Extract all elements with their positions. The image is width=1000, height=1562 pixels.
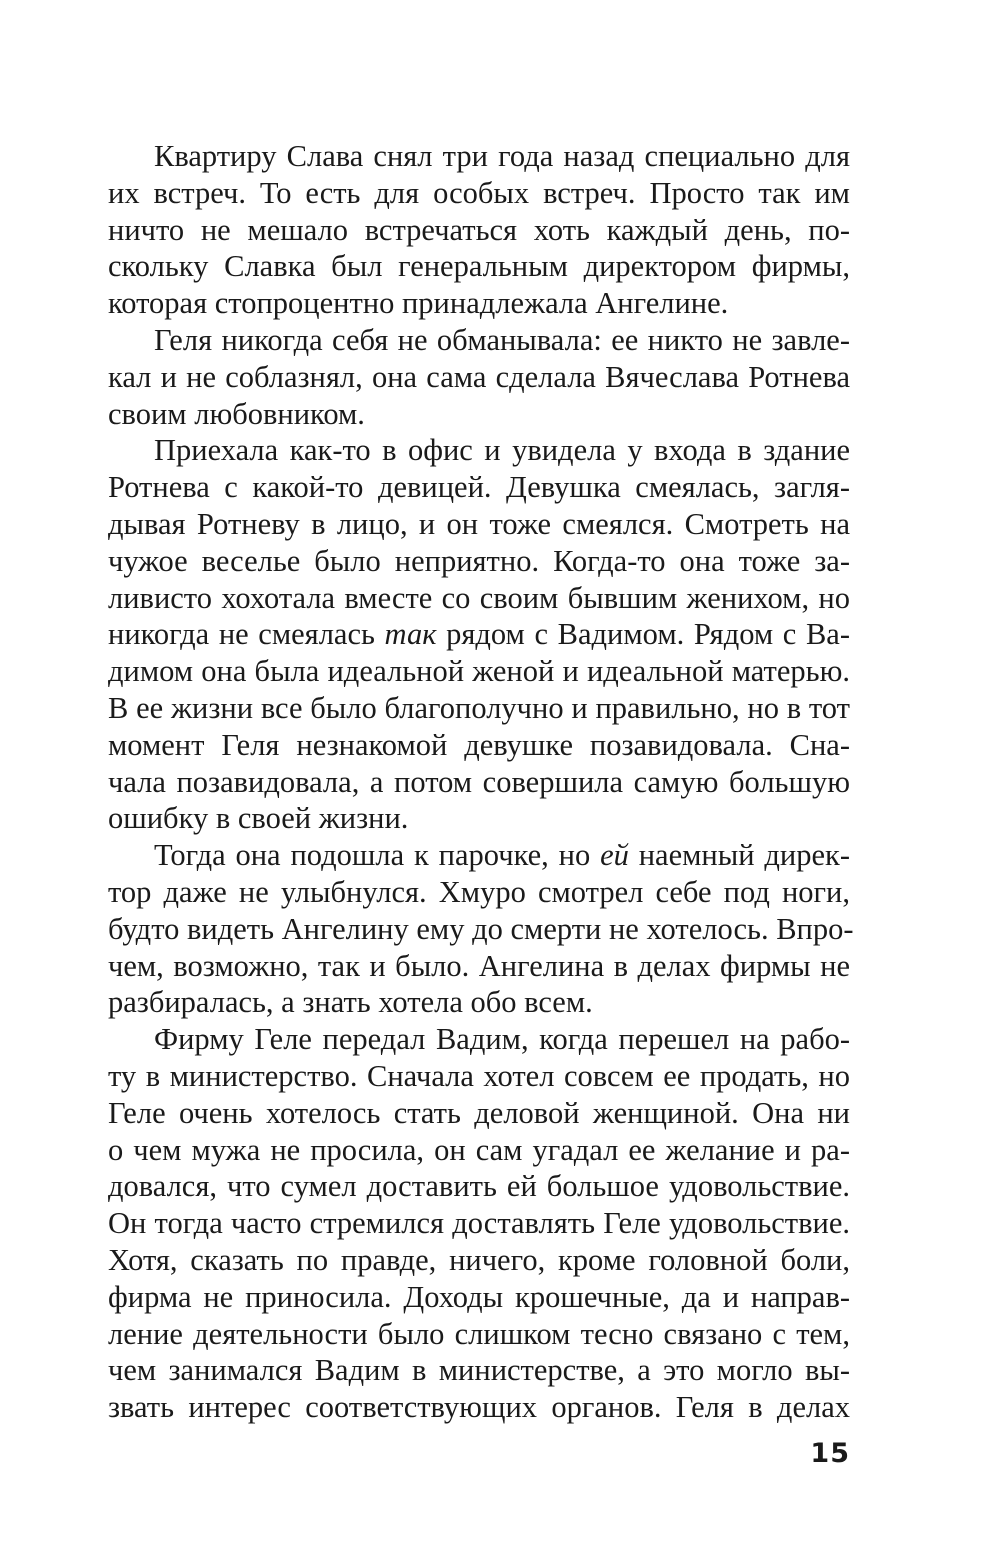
text-line (108, 212, 850, 249)
text-segment: никогда не смеялась (108, 617, 385, 652)
text-segment: Квартиру Слава снял три года назад специально для (154, 139, 850, 173)
text-segment: своим любовником. (108, 396, 365, 431)
text-segment: Ротнева с какой-то девицей. Девушка смеялась, загля- (108, 470, 850, 505)
text-line (108, 1058, 850, 1095)
text-line (108, 1168, 850, 1205)
text-segment: рядом с Вадимом. Рядом с Ва- (436, 617, 850, 652)
text-line (108, 800, 850, 837)
text-line (108, 948, 850, 985)
text-line (108, 1389, 850, 1426)
text-line (108, 1132, 850, 1169)
text-line (108, 543, 850, 580)
text-segment: звать интерес соответствующих органов. Геля в делах (108, 1390, 850, 1425)
text-segment: Тогда она подошла к парочке, но (154, 838, 601, 873)
text-line (108, 764, 850, 801)
text-line (108, 727, 850, 764)
text-line (108, 175, 850, 212)
text-line (108, 1316, 850, 1353)
text-segment: чем занимался Вадим в министерстве, а это могло вы- (108, 1353, 850, 1388)
emphasized-text: так (384, 617, 437, 652)
text-segment: Фирму Геле передал Вадим, когда перешел на рабо- (154, 1022, 850, 1057)
text-line (108, 984, 850, 1021)
text-line (108, 138, 850, 175)
text-line (108, 285, 850, 322)
text-line (108, 506, 850, 543)
text-segment: ту в министерство. Сначала хотел совсем ее продать, но (108, 1058, 850, 1093)
text-segment: дывая Ротневу в лицо, и он тоже смеялся. Смотреть на (108, 506, 850, 541)
text-segment: димом она была идеальной женой и идеальной матерью. (108, 654, 850, 689)
text-line (108, 1352, 850, 1389)
text-segment: момент Геля незнакомой девушке позавидовала. Сна- (108, 727, 850, 762)
text-line (108, 322, 850, 359)
text-segment: ошибку в своей жизни. (108, 801, 409, 836)
text-line (108, 653, 850, 690)
text-segment: ничто не мешало встречаться хоть каждый день, по- (108, 212, 850, 247)
text-segment: ление деятельности было слишком тесно связано с тем, (108, 1316, 850, 1351)
text-line (108, 248, 850, 285)
text-segment: Геле очень хотелось стать деловой женщиной. Она ни (108, 1095, 850, 1130)
text-segment: Хотя, сказать по правде, ничего, кроме головной боли, (108, 1242, 850, 1277)
text-segment: фирма не приносила. Доходы крошечные, да и направ- (108, 1279, 850, 1314)
text-line (108, 1095, 850, 1132)
text-line (108, 616, 850, 653)
text-segment: чужое веселье было неприятно. Когда-то она тоже за- (108, 543, 850, 578)
text-line (108, 1205, 850, 1242)
emphasized-text: ей (600, 838, 629, 873)
text-line (108, 396, 850, 433)
text-segment: будто видеть Ангелину ему до смерти не хотелось. Впро- (108, 911, 854, 946)
text-line (108, 837, 850, 874)
text-line (108, 690, 850, 727)
text-segment: разбиралась, а знать хотела обо всем. (108, 985, 593, 1020)
text-line (108, 1279, 850, 1316)
text-segment: В ее жизни все было благополучно и правильно, но в тот (108, 690, 850, 725)
text-line (108, 911, 854, 948)
text-segment: довался, что сумел доставить ей большое удовольствие. (108, 1169, 850, 1204)
text-segment: Приехала как-то в офис и увидела у входа в здание (154, 433, 850, 468)
text-segment: чем, возможно, так и было. Ангелина в делах фирмы не (108, 948, 850, 983)
text-segment: Он тогда часто стремился доставлять Геле удовольствие. (108, 1206, 850, 1241)
text-line (108, 1242, 850, 1279)
text-line (108, 874, 850, 911)
text-line (108, 1021, 850, 1058)
text-line (108, 432, 850, 469)
text-segment: чала позавидовала, а потом совершила самую большую (108, 764, 850, 799)
text-segment: тор даже не улыбнулся. Хмуро смотрел себе под ноги, (108, 874, 850, 909)
text-segment: кал и не соблазнял, она сама сделала Вячеслава Ротнева (108, 359, 850, 394)
body-text (108, 138, 854, 1426)
text-segment: скольку Славка был генеральным директором фирмы, (108, 249, 850, 284)
text-segment: которая стопроцентно принадлежала Ангелине. (108, 286, 729, 321)
text-segment: Геля никогда себя не обманывала: ее никто не завле- (154, 322, 850, 357)
text-line (108, 580, 850, 617)
text-segment: ливисто хохотала вместе со своим бывшим женихом, но (108, 580, 850, 615)
page-number: 15 (810, 1438, 850, 1469)
text-segment: их встреч. То есть для особых встреч. Просто так им (108, 175, 850, 210)
text-segment: наемный дирек- (628, 838, 851, 873)
text-line (108, 469, 850, 506)
text-segment: о чем мужа не просила, он сам угадал ее желание и ра- (108, 1132, 850, 1167)
text-line (108, 359, 850, 396)
